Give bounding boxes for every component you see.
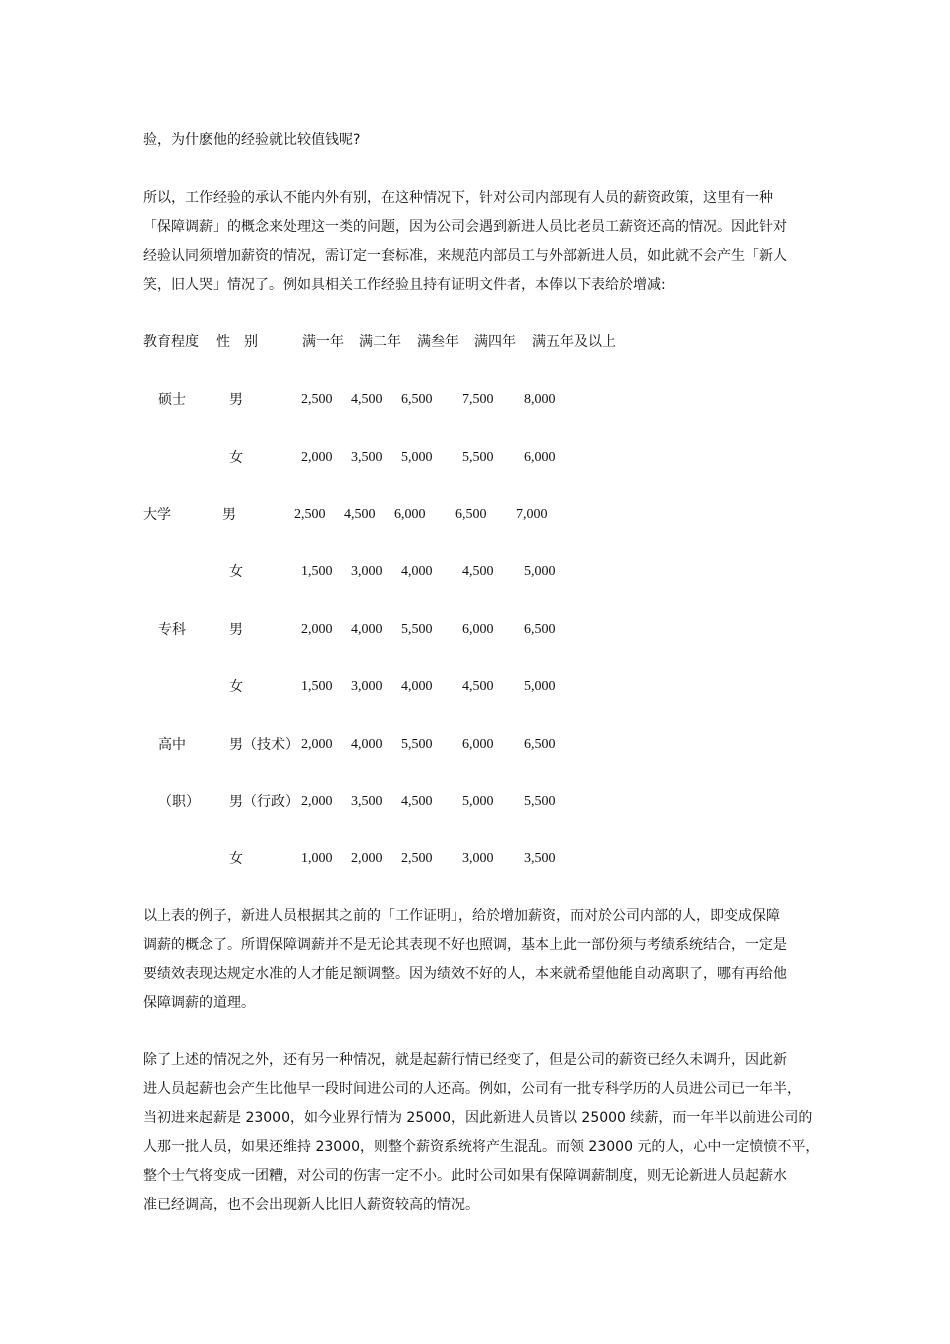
table-cell-education: 高中 bbox=[158, 737, 186, 753]
table-cell-gender: 女 bbox=[229, 564, 243, 580]
paragraph-line: 笑，旧人哭」情况了。例如具相关工作经验且持有证明文件者，本俸以下表给於增减: bbox=[143, 277, 666, 293]
table-cell-value: 5,000 bbox=[462, 794, 494, 809]
table-cell-value: 5,000 bbox=[401, 450, 433, 465]
table-header-year2: 满二年 bbox=[359, 334, 401, 350]
table-cell-value: 6,000 bbox=[462, 737, 494, 752]
table-cell-value: 2,000 bbox=[351, 851, 383, 866]
table-cell-value: 5,000 bbox=[524, 679, 556, 694]
table-cell-gender: 男（行政） bbox=[229, 794, 299, 810]
table-cell-value: 6,500 bbox=[401, 392, 433, 407]
table-cell-value: 4,500 bbox=[462, 564, 494, 579]
table-cell-value: 6,000 bbox=[394, 507, 426, 522]
table-cell-value: 2,000 bbox=[301, 737, 333, 752]
table-header-education: 教育程度 bbox=[143, 334, 199, 350]
paragraph-line: 所以，工作经验的承认不能内外有别，在这种情况下，针对公司内部现有人员的薪资政策，这里有一种 bbox=[143, 190, 773, 206]
table-header-year5plus: 满五年及以上 bbox=[532, 334, 616, 350]
table-cell-value: 5,000 bbox=[524, 564, 556, 579]
table-cell-value: 7,500 bbox=[462, 392, 494, 407]
table-header-year1: 满一年 bbox=[302, 334, 344, 350]
table-cell-value: 4,000 bbox=[351, 737, 383, 752]
table-cell-value: 2,000 bbox=[301, 794, 333, 809]
paragraph-line: 人那一批人员，如果还维持 23000，则整个薪资系统将产生混乱。而领 23000 元的人，心中一定愤愤不平， bbox=[143, 1139, 820, 1155]
table-cell-value: 3,000 bbox=[351, 564, 383, 579]
table-cell-education: （职） bbox=[158, 794, 200, 810]
table-cell-value: 3,000 bbox=[351, 679, 383, 694]
paragraph-line: 要绩效表现达规定水准的人才能足额调整。因为绩效不好的人，本来就希望他能自动离职了，哪有再给他 bbox=[143, 966, 787, 982]
paragraph-line: 以上表的例子，新进人员根据其之前的「工作证明」，给於增加薪资，而对於公司内部的人，即变成保障 bbox=[143, 908, 780, 924]
paragraph-line: 调薪的概念了。所谓保障调薪并不是无论其表现不好也照调，基本上此一部份须与考绩系统结合，一定是 bbox=[143, 937, 787, 953]
table-cell-value: 2,500 bbox=[401, 851, 433, 866]
table-cell-gender: 男（技术） bbox=[229, 737, 299, 753]
table-cell-value: 3,500 bbox=[351, 794, 383, 809]
table-cell-gender: 女 bbox=[229, 851, 243, 867]
table-cell-value: 4,000 bbox=[401, 679, 433, 694]
paragraph-line: 「保障调薪」的概念来处理这一类的问题，因为公司会遇到新进人员比老员工薪资还高的情况。因此针对 bbox=[143, 219, 787, 235]
table-cell-value: 5,500 bbox=[401, 737, 433, 752]
table-cell-value: 7,000 bbox=[516, 507, 548, 522]
table-cell-value: 4,500 bbox=[401, 794, 433, 809]
table-cell-value: 2,000 bbox=[301, 450, 333, 465]
table-cell-value: 2,500 bbox=[294, 507, 326, 522]
table-header-year3: 满叁年 bbox=[417, 334, 459, 350]
table-cell-value: 5,500 bbox=[524, 794, 556, 809]
table-cell-value: 3,500 bbox=[351, 450, 383, 465]
table-cell-value: 4,000 bbox=[351, 622, 383, 637]
table-cell-value: 6,500 bbox=[524, 622, 556, 637]
paragraph-line: 保障调薪的道理。 bbox=[143, 995, 255, 1011]
table-cell-value: 1,000 bbox=[301, 851, 333, 866]
paragraph-line: 除了上述的情况之外，还有另一种情况，就是起薪行情已经变了，但是公司的薪资已经久未调升，因此新 bbox=[143, 1052, 787, 1068]
table-cell-value: 6,000 bbox=[462, 622, 494, 637]
table-cell-value: 5,500 bbox=[462, 450, 494, 465]
table-cell-gender: 男 bbox=[229, 392, 243, 408]
table-cell-value: 6,500 bbox=[524, 737, 556, 752]
table-cell-value: 4,500 bbox=[344, 507, 376, 522]
table-cell-value: 2,000 bbox=[301, 622, 333, 637]
table-cell-value: 4,500 bbox=[462, 679, 494, 694]
table-cell-value: 8,000 bbox=[524, 392, 556, 407]
table-cell-value: 4,500 bbox=[351, 392, 383, 407]
table-cell-value: 3,500 bbox=[524, 851, 556, 866]
table-cell-gender: 女 bbox=[229, 450, 243, 466]
table-header-gender: 性 别 bbox=[216, 334, 258, 350]
table-cell-education: 专科 bbox=[158, 622, 186, 638]
paragraph-line: 当初进来起薪是 23000，如今业界行情为 25000，因此新进人员皆以 25000 续薪，而一年半以前进公司的 bbox=[143, 1110, 813, 1126]
paragraph-line: 准已经调高，也不会出现新人比旧人薪资较高的情况。 bbox=[143, 1197, 479, 1213]
table-header-year4: 满四年 bbox=[474, 334, 516, 350]
paragraph-line: 验，为什麽他的经验就比较值钱呢? bbox=[143, 132, 361, 148]
table-cell-value: 5,500 bbox=[401, 622, 433, 637]
table-cell-value: 1,500 bbox=[301, 679, 333, 694]
table-cell-education: 硕士 bbox=[158, 392, 186, 408]
table-cell-value: 1,500 bbox=[301, 564, 333, 579]
paragraph-line: 经验认同须增加薪资的情况，需订定一套标准，来规范内部员工与外部新进人员，如此就不会产生「新人 bbox=[143, 248, 787, 264]
paragraph-line: 整个士气将变成一团糟，对公司的伤害一定不小。此时公司如果有保障调薪制度，则无论新进人员起薪水 bbox=[143, 1168, 787, 1184]
table-cell-value: 6,500 bbox=[455, 507, 487, 522]
table-cell-gender: 男 bbox=[222, 507, 236, 523]
paragraph-line: 进人员起薪也会产生比他早一段时间进公司的人还高。例如，公司有一批专科学历的人员进公司已一年半， bbox=[143, 1081, 801, 1097]
table-cell-value: 4,000 bbox=[401, 564, 433, 579]
table-cell-gender: 男 bbox=[229, 622, 243, 638]
table-cell-education: 大学 bbox=[143, 507, 171, 523]
table-cell-gender: 女 bbox=[229, 679, 243, 695]
table-cell-value: 2,500 bbox=[301, 392, 333, 407]
table-cell-value: 3,000 bbox=[462, 851, 494, 866]
table-cell-value: 6,000 bbox=[524, 450, 556, 465]
